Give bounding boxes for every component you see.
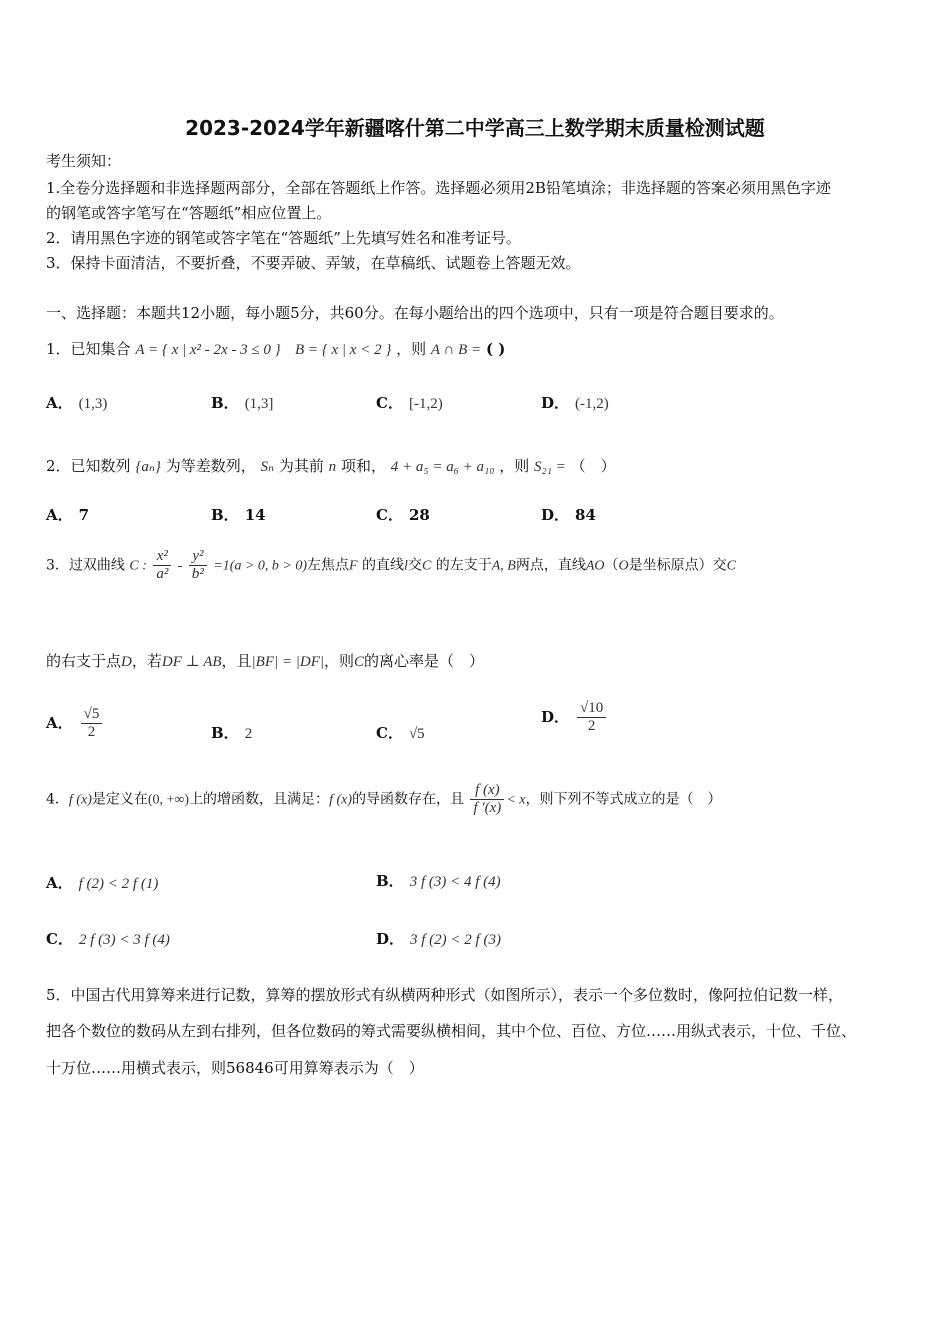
q4-option-c[interactable] <box>46 928 170 949</box>
q1-prefix: 1．已知集合 <box>46 340 131 358</box>
option-fraction <box>81 706 103 741</box>
section-heading: 一、选择题：本题共12小题，每小题5分，共60分。在每小题给出的四个选项中，只有一项是符合题目要求的。 <box>46 304 784 322</box>
question-5-line-1: 5．中国古代用算筹来进行记数，算筹的摆放形式有纵横两种形式（如图所示），表示一个多位数时，像阿拉伯记数一样， <box>46 986 844 1004</box>
option-value: f (2) < 2 f (1) <box>78 876 159 892</box>
option-value: √5 <box>408 726 425 742</box>
option-label: D． <box>541 506 570 524</box>
q4-prefix: 4． <box>46 791 69 808</box>
q4-lt: < x <box>506 792 526 808</box>
q4-text-4: ，则下列不等式成立的是（ ） <box>525 791 722 808</box>
option-value: (1,3) <box>78 396 108 412</box>
q2-paren: （ ） <box>570 457 616 475</box>
option-label: B． <box>211 506 239 524</box>
q2-option-d[interactable] <box>541 504 596 525</box>
option-label: B． <box>211 394 239 412</box>
q3-line: l <box>404 558 408 574</box>
option-value: 7 <box>78 506 90 524</box>
question-4 <box>46 782 721 817</box>
fraction-numerator: f (x) <box>470 782 504 800</box>
q4-fx-2: f (x) <box>329 792 352 808</box>
fraction-numerator: y² <box>189 548 207 566</box>
q1-ask: A ∩ B = <box>430 342 482 358</box>
page-title: 2023-2024学年新疆喀什第二中学高三上数学期末质量检测试题 <box>185 116 765 140</box>
fraction-denominator: 2 <box>587 718 596 734</box>
q3-text-4: 的左支于 <box>435 557 492 574</box>
option-value: 2 f (3) < 3 f (4) <box>78 932 170 948</box>
q4-text-1: 是定义在 <box>91 791 148 808</box>
q2-n: n <box>328 459 337 475</box>
q3-text-1: 左焦点 <box>307 557 350 574</box>
question-2 <box>46 455 616 476</box>
question-3-line-2 <box>46 650 484 671</box>
fraction-denominator: b² <box>191 566 204 582</box>
fraction-denominator: a² <box>156 566 169 582</box>
q3-line2-d: ，则 <box>323 652 354 670</box>
option-label: C． <box>376 506 403 524</box>
q4-fx: f (x) <box>68 792 92 808</box>
option-value: (1,3] <box>244 396 274 412</box>
q3-point-d: D <box>121 654 132 670</box>
q4-text-2: 上的增函数，且满足： <box>189 791 330 808</box>
fraction-denominator: 2 <box>87 724 96 740</box>
q2-condition: 4 + a₅ = a₆ + a₁₀ <box>390 459 495 475</box>
option-fraction <box>577 700 606 735</box>
notice-item-3: 3．保持卡面清洁，不要折叠，不要弄破、弄皱，在草稿纸、试题卷上答题无效。 <box>46 254 581 272</box>
q3-text-3: 交 <box>407 557 422 574</box>
q2-ask: S₂₁ = <box>534 459 566 475</box>
q3-prefix: 3．过双曲线 <box>46 557 125 574</box>
q3-text-2: 的直线 <box>362 557 405 574</box>
option-label: A． <box>46 713 73 732</box>
option-label: C． <box>376 394 403 412</box>
q3-option-d[interactable] <box>541 700 608 735</box>
q1-suffix: ，则 <box>396 340 427 358</box>
q2-sn: Sₙ <box>260 459 275 475</box>
notice-item-2: 2．请用黑色字迹的钢笔或答字笔在“答题纸”上先填写姓名和准考证号。 <box>46 229 521 247</box>
fraction-numerator: √5 <box>81 706 103 724</box>
q3-curve-4: C <box>354 654 365 670</box>
q3-y-fraction <box>189 548 207 583</box>
q2-sequence: {aₙ} <box>135 459 161 475</box>
q2-option-a[interactable] <box>46 504 89 525</box>
q1-option-b[interactable] <box>211 392 273 413</box>
fraction-numerator: √10 <box>577 700 606 718</box>
q4-option-d[interactable] <box>376 928 501 949</box>
q1-paren: ( ) <box>485 340 506 358</box>
q4-option-b[interactable] <box>376 870 501 891</box>
q2-text-2: 为其前 <box>278 457 324 475</box>
q4-option-a[interactable] <box>46 872 158 893</box>
notice-item-1: 1.全卷分选择题和非选择题两部分，全部在答题纸上作答。选择题必须用2B铅笔填涂；非选择题的答案必须用黑色字迹 <box>46 179 831 197</box>
notice-heading: 考生须知： <box>46 152 122 170</box>
q3-curve: C : <box>129 558 147 574</box>
option-value: 3 f (3) < 4 f (4) <box>409 874 501 890</box>
option-label: A． <box>46 394 73 412</box>
question-5-line-2: 把各个数位的数码从左到右排列，但各位数码的筹式需要纵横相间，其中个位、百位、方位……用纵式表示，十位、千位、 <box>46 1022 857 1040</box>
option-value: 84 <box>575 506 596 524</box>
q3-perp: DF ⊥ AB <box>161 654 222 670</box>
q2-option-c[interactable] <box>376 504 430 525</box>
option-label: D． <box>541 707 570 726</box>
question-5-line-3: 十万位……用横式表示，则56846可用算筹表示为（ ） <box>46 1059 424 1077</box>
q3-equation: =1(a > 0, b > 0) <box>213 558 308 574</box>
q3-minus: - <box>177 558 183 574</box>
q3-abs: |BF| = |DF| <box>251 654 324 670</box>
q3-x-fraction <box>153 548 171 583</box>
option-label: C． <box>376 724 403 742</box>
option-label: B． <box>211 724 239 742</box>
q3-text-6: （ <box>604 557 619 574</box>
q3-curve-2: C <box>421 558 432 574</box>
q4-text-3: 的导函数存在，且 <box>352 791 464 808</box>
q1-set-a: A = { x | x² - 2x - 3 ≤ 0 } <box>135 342 281 358</box>
question-3-line-1 <box>46 548 736 583</box>
q3-curve-3: C <box>726 558 736 574</box>
q3-line2-a: 的右支于点 <box>46 652 122 670</box>
q2-text-4: ，则 <box>499 457 530 475</box>
option-value: 28 <box>408 506 430 524</box>
fraction-denominator: f ′(x) <box>473 800 502 816</box>
q3-line-ao: AO <box>585 558 605 574</box>
option-label: D． <box>376 930 405 948</box>
option-label: C． <box>46 930 73 948</box>
q1-option-d[interactable] <box>541 392 609 413</box>
q4-fraction <box>470 782 504 817</box>
option-label: A． <box>46 874 73 892</box>
q3-text-5: 两点，直线 <box>515 557 586 574</box>
option-value: (-1,2) <box>575 396 609 412</box>
q3-line2-e: 的离心率是（ ） <box>364 652 485 670</box>
q3-line2-c: ，且 <box>221 652 252 670</box>
q3-option-a[interactable] <box>46 706 104 741</box>
q2-option-b[interactable] <box>211 504 266 525</box>
q3-option-c[interactable] <box>376 722 425 743</box>
q1-option-c[interactable] <box>376 392 443 413</box>
q1-set-b: B = { x | x < 2 } <box>294 342 392 358</box>
q2-prefix: 2．已知数列 <box>46 457 131 475</box>
option-value: 2 <box>244 726 253 742</box>
option-label: B． <box>376 872 404 890</box>
q2-text-3: 项和， <box>340 457 386 475</box>
fraction-numerator: x² <box>153 548 171 566</box>
q3-text-7: 是坐标原点）交 <box>628 557 727 574</box>
option-value: 14 <box>244 506 266 524</box>
q2-text-1: 为等差数列， <box>165 457 256 475</box>
option-value: [-1,2) <box>408 396 443 412</box>
q3-line2-b: ，若 <box>131 652 162 670</box>
notice-item-1-cont: 的钢笔或答字笔写在“答题纸”相应位置上。 <box>46 204 332 222</box>
q3-focus: F <box>349 558 358 574</box>
option-label: D． <box>541 394 570 412</box>
q3-option-b[interactable] <box>211 722 252 743</box>
q3-points: A, B <box>491 558 516 574</box>
q4-domain: (0, +∞) <box>147 792 190 808</box>
q3-origin: O <box>618 558 629 574</box>
option-value: 3 f (2) < 2 f (3) <box>410 932 501 948</box>
option-label: A． <box>46 506 73 524</box>
question-1 <box>46 338 505 359</box>
q1-option-a[interactable] <box>46 392 107 413</box>
